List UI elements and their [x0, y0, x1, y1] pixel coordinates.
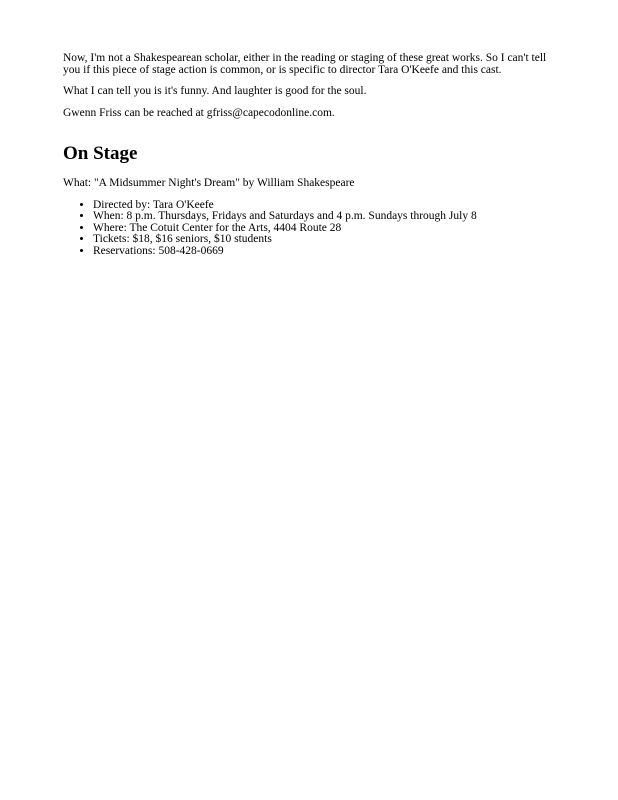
details-list [63, 200, 563, 258]
document-page [63, 53, 563, 257]
detail-when: • When: 8 p.m. Thursdays, Fridays and Saturdays and 4 p.m. Sundays through July 8 [93, 211, 563, 223]
detail-directed-by: • Directed by: Tara O'Keefe [93, 200, 563, 212]
detail-where: • Where: The Cotuit Center for the Arts, 4404 Route 28 [93, 223, 563, 235]
laughter-paragraph: What I can tell you is it's funny. And laughter is good for the soul. [63, 85, 367, 97]
what-line: What: "A Midsummer Night's Dream" by William Shakespeare [63, 177, 355, 189]
intro-paragraph: Now, I'm not a Shakespearean scholar, either in the reading or staging of these great works. So I can't tell you if this piece of stage action is common, or is specific to director Tara O'Keefe and this cast. [63, 52, 547, 76]
on-stage-heading: On Stage [63, 143, 138, 164]
detail-reservations: • Reservations: 508-428-0669 [93, 246, 563, 258]
detail-tickets: • Tickets: $18, $16 seniors, $10 students [93, 234, 563, 246]
contact-paragraph: Gwenn Friss can be reached at gfriss@capecodonline.com. [63, 106, 335, 119]
